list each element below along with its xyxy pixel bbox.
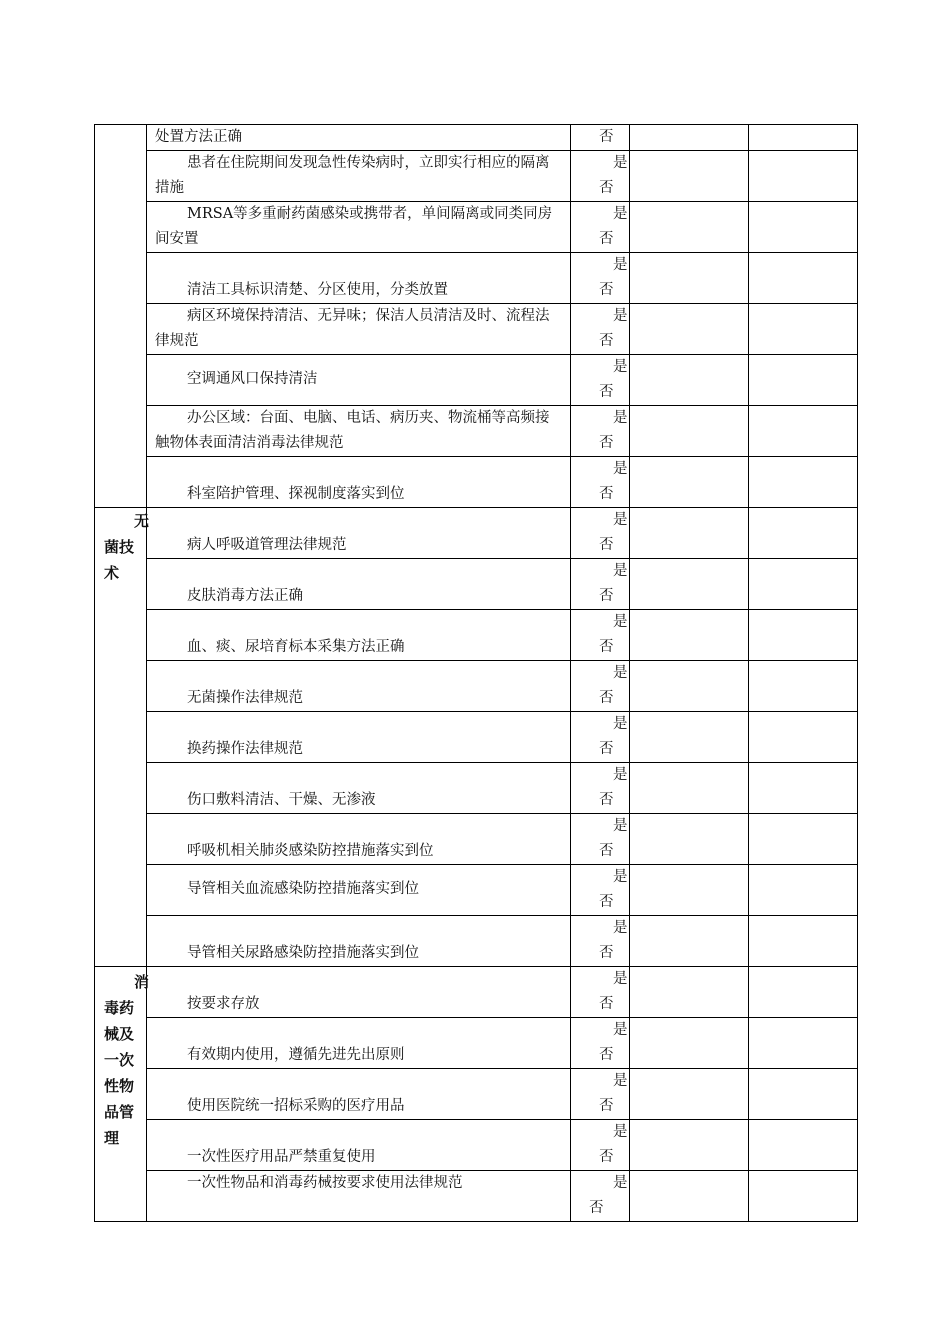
yes-option[interactable]: 是 xyxy=(613,359,628,375)
check-item-cell xyxy=(147,967,571,1018)
yes-no-cell[interactable] xyxy=(571,559,630,610)
check-item-cell xyxy=(147,1120,571,1171)
empty-cell[interactable] xyxy=(630,559,749,610)
table-row xyxy=(95,559,858,610)
check-item-text: 有效期内使用，遵循先进先出原则 xyxy=(187,1047,405,1063)
empty-cell[interactable] xyxy=(749,1069,858,1120)
empty-cell[interactable] xyxy=(749,1120,858,1171)
no-option[interactable]: 否 xyxy=(599,792,614,808)
check-item-text: 清洁工具标识清楚、分区使用，分类放置 xyxy=(187,282,448,298)
table-row xyxy=(95,202,858,253)
table-row xyxy=(95,712,858,763)
empty-cell[interactable] xyxy=(749,967,858,1018)
empty-cell[interactable] xyxy=(630,355,749,406)
no-option[interactable]: 否 xyxy=(599,639,614,655)
empty-cell[interactable] xyxy=(749,661,858,712)
empty-cell[interactable] xyxy=(630,967,749,1018)
empty-cell[interactable] xyxy=(749,814,858,865)
check-item-cell xyxy=(147,355,571,406)
empty-cell[interactable] xyxy=(630,712,749,763)
empty-cell[interactable] xyxy=(630,1120,749,1171)
table-row xyxy=(95,508,858,559)
empty-cell[interactable] xyxy=(630,1069,749,1120)
empty-cell[interactable] xyxy=(749,559,858,610)
check-item-text: 科室陪护管理、探视制度落实到位 xyxy=(187,486,405,502)
check-item-cell xyxy=(147,865,571,916)
empty-cell[interactable] xyxy=(749,125,858,151)
no-option[interactable]: 否 xyxy=(599,1149,614,1165)
check-item-cell xyxy=(147,1018,571,1069)
empty-cell[interactable] xyxy=(630,202,749,253)
check-item-cell xyxy=(147,661,571,712)
table-row xyxy=(95,1120,858,1171)
no-option[interactable]: 否 xyxy=(599,996,614,1012)
empty-cell[interactable] xyxy=(749,508,858,559)
check-item-cell xyxy=(147,763,571,814)
check-item-cell xyxy=(147,151,571,202)
yes-no-cell[interactable] xyxy=(571,661,630,712)
check-item-text: 患者在住院期间发现急性传染病时，立即实行相应的隔离措施 xyxy=(155,155,550,196)
empty-cell[interactable] xyxy=(630,916,749,967)
empty-cell[interactable] xyxy=(749,712,858,763)
table-row xyxy=(95,457,858,508)
check-item-text: 导管相关尿路感染防控措施落实到位 xyxy=(187,945,419,961)
empty-cell[interactable] xyxy=(630,304,749,355)
document-page xyxy=(94,124,858,1222)
check-item-cell xyxy=(147,610,571,661)
yes-option[interactable]: 是 xyxy=(613,614,628,630)
empty-cell[interactable] xyxy=(630,1171,749,1222)
no-option[interactable]: 否 xyxy=(599,282,614,298)
check-item-cell xyxy=(147,125,571,151)
empty-cell[interactable] xyxy=(630,406,749,457)
yes-no-cell[interactable] xyxy=(571,1171,630,1222)
empty-cell[interactable] xyxy=(630,457,749,508)
table-row xyxy=(95,151,858,202)
empty-cell[interactable] xyxy=(749,253,858,304)
table-row xyxy=(95,916,858,967)
no-option[interactable]: 否 xyxy=(599,435,614,451)
table-row xyxy=(95,865,858,916)
no-option[interactable]: 否 xyxy=(599,1098,614,1114)
yes-no-cell[interactable] xyxy=(571,355,630,406)
check-item-cell xyxy=(147,202,571,253)
table-row xyxy=(95,661,858,712)
empty-cell[interactable] xyxy=(749,1018,858,1069)
table-row xyxy=(95,406,858,457)
table-row xyxy=(95,304,858,355)
table-row xyxy=(95,1171,858,1222)
check-item-cell xyxy=(147,1069,571,1120)
no-option[interactable]: 否 xyxy=(599,333,614,349)
no-option[interactable]: 否 xyxy=(599,537,614,553)
yes-no-cell[interactable] xyxy=(571,1018,630,1069)
check-item-cell xyxy=(147,916,571,967)
empty-cell[interactable] xyxy=(749,202,858,253)
check-item-text: 无菌操作法律规范 xyxy=(187,690,303,706)
empty-cell[interactable] xyxy=(630,253,749,304)
check-item-text: 导管相关血流感染防控措施落实到位 xyxy=(187,881,419,897)
check-item-cell xyxy=(147,457,571,508)
check-item-cell xyxy=(147,508,571,559)
no-option[interactable]: 否 xyxy=(599,690,614,706)
check-item-text: 按要求存放 xyxy=(187,996,260,1012)
yes-option[interactable]: 是 xyxy=(613,155,628,171)
yes-option[interactable]: 是 xyxy=(613,818,628,834)
check-item-text: 换药操作法律规范 xyxy=(187,741,303,757)
yes-option[interactable]: 是 xyxy=(613,461,628,477)
yes-no-cell[interactable] xyxy=(571,508,630,559)
no-option[interactable]: 否 xyxy=(599,486,614,502)
no-option[interactable]: 否 xyxy=(599,945,614,961)
yes-option[interactable]: 是 xyxy=(613,563,628,579)
check-item-text: 办公区域：台面、电脑、电话、病历夹、物流桶等高频接触物体表面清洁消毒法律规范 xyxy=(155,410,550,451)
table-row xyxy=(95,967,858,1018)
empty-cell[interactable] xyxy=(749,610,858,661)
table-row xyxy=(95,814,858,865)
yes-no-cell[interactable] xyxy=(571,457,630,508)
yes-option[interactable]: 是 xyxy=(613,716,628,732)
no-option[interactable]: 否 xyxy=(599,843,614,859)
yes-option[interactable]: 是 xyxy=(613,512,628,528)
check-item-cell xyxy=(147,1171,571,1222)
no-option[interactable]: 否 xyxy=(589,1200,604,1216)
category-label: 消毒药械及一次性物品管理 xyxy=(104,973,150,1147)
table-row xyxy=(95,125,858,151)
yes-option[interactable]: 是 xyxy=(613,257,628,273)
check-item-cell xyxy=(147,253,571,304)
empty-cell[interactable] xyxy=(749,355,858,406)
table-row xyxy=(95,763,858,814)
check-item-text: 血、痰、尿培育标本采集方法正确 xyxy=(187,639,405,655)
check-item-text: 病人呼吸道管理法律规范 xyxy=(187,537,347,553)
no-option[interactable]: 否 xyxy=(599,894,614,910)
empty-cell[interactable] xyxy=(749,457,858,508)
yes-no-cell[interactable] xyxy=(571,1120,630,1171)
empty-cell[interactable] xyxy=(630,610,749,661)
check-item-text: 皮肤消毒方法正确 xyxy=(187,588,303,604)
table-row xyxy=(95,610,858,661)
yes-no-cell[interactable] xyxy=(571,125,630,151)
yes-no-cell[interactable] xyxy=(571,916,630,967)
empty-cell[interactable] xyxy=(749,151,858,202)
yes-option[interactable]: 是 xyxy=(613,1073,628,1089)
no-option[interactable]: 否 xyxy=(599,1047,614,1063)
table-row xyxy=(95,253,858,304)
check-item-cell xyxy=(147,814,571,865)
empty-cell[interactable] xyxy=(630,125,749,151)
check-item-text: 处置方法正确 xyxy=(155,129,242,145)
check-item-cell xyxy=(147,559,571,610)
yes-no-cell[interactable] xyxy=(571,1069,630,1120)
yes-no-cell[interactable] xyxy=(571,814,630,865)
table-row xyxy=(95,1018,858,1069)
yes-no-cell[interactable] xyxy=(571,406,630,457)
check-item-text: 使用医院统一招标采购的医疗用品 xyxy=(187,1098,405,1114)
yes-option[interactable]: 是 xyxy=(613,665,628,681)
yes-no-cell[interactable] xyxy=(571,151,630,202)
empty-cell[interactable] xyxy=(749,406,858,457)
check-item-text: 伤口敷料清洁、干燥、无渗液 xyxy=(187,792,376,808)
empty-cell[interactable] xyxy=(630,508,749,559)
empty-cell[interactable] xyxy=(749,304,858,355)
no-option[interactable]: 否 xyxy=(599,384,614,400)
no-option[interactable]: 否 xyxy=(599,129,614,145)
category-cell xyxy=(95,508,150,967)
no-option[interactable]: 否 xyxy=(599,588,614,604)
no-option[interactable]: 否 xyxy=(599,741,614,757)
yes-option[interactable]: 是 xyxy=(613,1022,628,1038)
check-item-cell xyxy=(147,304,571,355)
inspection-table xyxy=(94,124,858,1222)
yes-no-cell[interactable] xyxy=(571,967,630,1018)
yes-option[interactable]: 是 xyxy=(613,206,628,222)
yes-option[interactable]: 是 xyxy=(613,308,628,324)
yes-no-cell[interactable] xyxy=(571,712,630,763)
yes-no-cell[interactable] xyxy=(571,865,630,916)
yes-option[interactable]: 是 xyxy=(613,767,628,783)
no-option[interactable]: 否 xyxy=(599,231,614,247)
yes-option[interactable]: 是 xyxy=(613,410,628,426)
yes-no-cell[interactable] xyxy=(571,202,630,253)
empty-cell[interactable] xyxy=(749,1171,858,1222)
empty-cell[interactable] xyxy=(749,763,858,814)
check-item-text: 呼吸机相关肺炎感染防控措施落实到位 xyxy=(187,843,434,859)
empty-cell[interactable] xyxy=(630,865,749,916)
yes-option[interactable]: 是 xyxy=(613,1124,628,1140)
yes-no-cell[interactable] xyxy=(571,610,630,661)
yes-option[interactable]: 是 xyxy=(613,920,628,936)
yes-no-cell[interactable] xyxy=(571,253,630,304)
table-row xyxy=(95,1069,858,1120)
empty-cell[interactable] xyxy=(749,916,858,967)
category-cell xyxy=(95,967,150,1222)
check-item-text: 一次性物品和消毒药械按要求使用法律规范 xyxy=(187,1175,463,1191)
yes-no-cell[interactable] xyxy=(571,763,630,814)
check-item-text: 空调通风口保持清洁 xyxy=(187,371,318,387)
check-item-cell xyxy=(147,712,571,763)
check-item-text: 病区环境保持清洁、无异味；保洁人员清洁及时、流程法律规范 xyxy=(155,308,550,349)
yes-option[interactable]: 是 xyxy=(613,869,628,885)
empty-cell[interactable] xyxy=(630,814,749,865)
yes-no-cell[interactable] xyxy=(571,304,630,355)
empty-cell[interactable] xyxy=(630,763,749,814)
empty-cell[interactable] xyxy=(630,1018,749,1069)
yes-option[interactable]: 是 xyxy=(613,971,628,987)
yes-option[interactable]: 是 xyxy=(613,1175,628,1191)
category-cell xyxy=(95,125,147,508)
empty-cell[interactable] xyxy=(749,865,858,916)
category-label: 无菌技术 xyxy=(104,512,150,582)
check-item-cell xyxy=(147,406,571,457)
empty-cell[interactable] xyxy=(630,151,749,202)
empty-cell[interactable] xyxy=(630,661,749,712)
table-row xyxy=(95,355,858,406)
check-item-text: 一次性医疗用品严禁重复使用 xyxy=(187,1149,376,1165)
no-option[interactable]: 否 xyxy=(599,180,614,196)
check-item-text: MRSA等多重耐药菌感染或携带者，单间隔离或同类同房间安置 xyxy=(155,206,553,247)
